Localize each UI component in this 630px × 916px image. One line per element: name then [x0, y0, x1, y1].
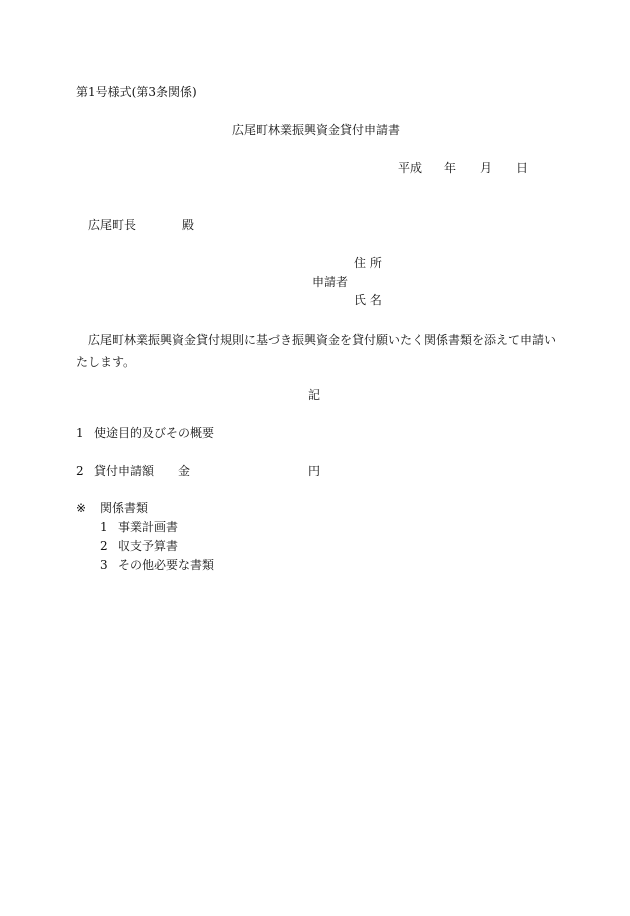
addressee-honorific: 殿 [182, 218, 195, 232]
date-month: 月 [480, 161, 493, 175]
date-era: 平成 [398, 161, 423, 175]
related-documents-label: 関係書類 [100, 501, 149, 515]
document-title: 広尾町林業振興資金貸付申請書 [232, 123, 401, 137]
doc-3-label: その他必要な書類 [118, 558, 215, 572]
doc-1-number: 1 [100, 520, 108, 534]
body-paragraph: 広尾町林業振興資金貸付規則に基づき振興資金を貸付願いたく関係書類を添えて申請いたします。 [76, 333, 557, 369]
applicant-label: 申請者 [312, 275, 349, 289]
reference-mark: ※ [76, 501, 87, 515]
addressee-name: 広尾町長 [88, 218, 137, 232]
address-label: 住 所 [354, 256, 382, 270]
item-2-number: 2 [76, 464, 84, 478]
item-2-unit: 円 [308, 464, 321, 478]
date-day: 日 [516, 161, 529, 175]
date-year: 年 [444, 161, 457, 175]
doc-1-label: 事業計画書 [118, 520, 179, 534]
doc-2-number: 2 [100, 539, 108, 553]
ki-heading: 記 [308, 388, 321, 402]
name-label: 氏 名 [354, 293, 382, 307]
doc-3-number: 3 [100, 558, 108, 572]
item-1-number: 1 [76, 426, 84, 440]
item-2-prefix: 金 [178, 464, 191, 478]
item-2-label: 貸付申請額 [94, 464, 155, 478]
doc-2-label: 収支予算書 [118, 539, 179, 553]
item-1-label: 使途目的及びその概要 [94, 426, 215, 440]
form-number: 第1号様式(第3条関係) [76, 85, 197, 99]
